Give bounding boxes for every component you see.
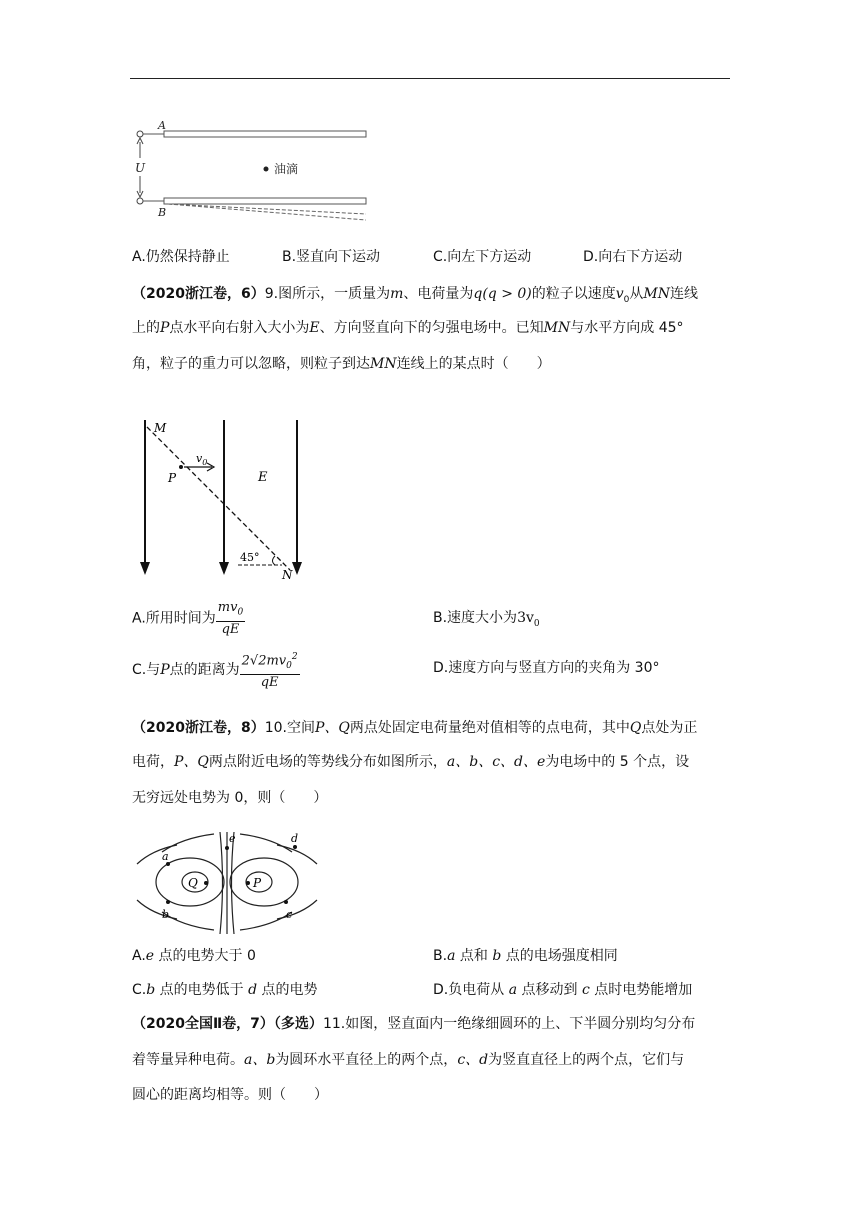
oil-drop-label: 油滴 [274,162,299,176]
header-rule [130,78,730,79]
q11-line-3: 圆心的距离均相等。则（ ） [132,1087,328,1103]
q10-option-d: D.负电荷从 a 点移动到 c 点时电势能增加 [433,982,693,998]
q11-line-1: （2020全国Ⅱ卷，7）（多选）11.如图，竖直面内一绝缘细圆环的上、下半圆分别均匀分布 [132,1016,696,1032]
label-d: d [291,832,299,845]
label-45deg: 45° [240,551,260,564]
label-N: N [282,568,293,582]
label-Q: Q [188,876,198,890]
capacitor-figure [128,118,373,223]
label-P: P [253,876,262,890]
q8-option-a: A.仍然保持静止 [132,249,230,265]
label-e: e [229,832,236,845]
q9-option-c: C.与P点的距离为 $\frac{2√2mv_0^2}{qE}$ [132,652,298,690]
label-B: B [158,206,167,219]
q10-line-1: （2020浙江卷，8）10.空间P、Q两点处固定电荷量绝对值相等的点电荷，其中Q点处为正 [132,720,698,736]
label-M: M [154,421,167,435]
q9-option-d: D.速度方向与竖直方向的夹角为 30° [433,660,660,676]
electric-field-figure [132,415,312,585]
q11-line-2: 着等量异种电荷。a、b为圆环水平直径上的两个点，c、d为竖直直径上的两个点，它们与 [132,1052,685,1068]
q9-option-a: A.所用时间为 $\frac{mv_0}{qE}$ [132,600,244,637]
label-a: a [162,850,169,863]
q9-option-b: B.速度大小为$3v_0$ [433,610,540,629]
label-U: U [135,161,146,175]
label-b: b [162,908,170,921]
q10-option-c: C.b 点的电势低于 d 点的电势 [132,982,318,998]
q9-line-2: 上的P点水平向右射入大小为E、方向竖直向下的匀强电场中。已知MN与水平方向成 45° [132,320,684,336]
label-A: A [158,119,166,132]
label-v0: $v_0$ [196,452,208,467]
q8-option-b: B.竖直向下运动 [282,249,381,265]
label-P: P [168,471,177,485]
label-E: E [258,470,268,485]
label-c: c [286,908,293,921]
q9-line-3: 角，粒子的重力可以忽略，则粒子到达MN连线上的某点时（ ） [132,356,551,372]
q10-option-b: B.a 点和 b 点的电场强度相同 [433,948,618,964]
equipotential-figure [132,830,322,935]
q10-line-2: 电荷，P、Q两点附近电场的等势线分布如图所示，a、b、c、d、e为电场中的 5 个点，设 [132,754,690,770]
q9-line-1: （2020浙江卷，6）9.图所示，一质量为m、电荷量为q(q > 0)的粒子以速度$v_0$从MN连线 [132,286,698,305]
q8-option-c: C.向左下方运动 [433,249,532,265]
q8-option-d: D.向右下方运动 [583,249,683,265]
q10-option-a: A.e 点的电势大于 0 [132,948,256,964]
q10-line-3: 无穷远处电势为 0，则（ ） [132,790,328,806]
